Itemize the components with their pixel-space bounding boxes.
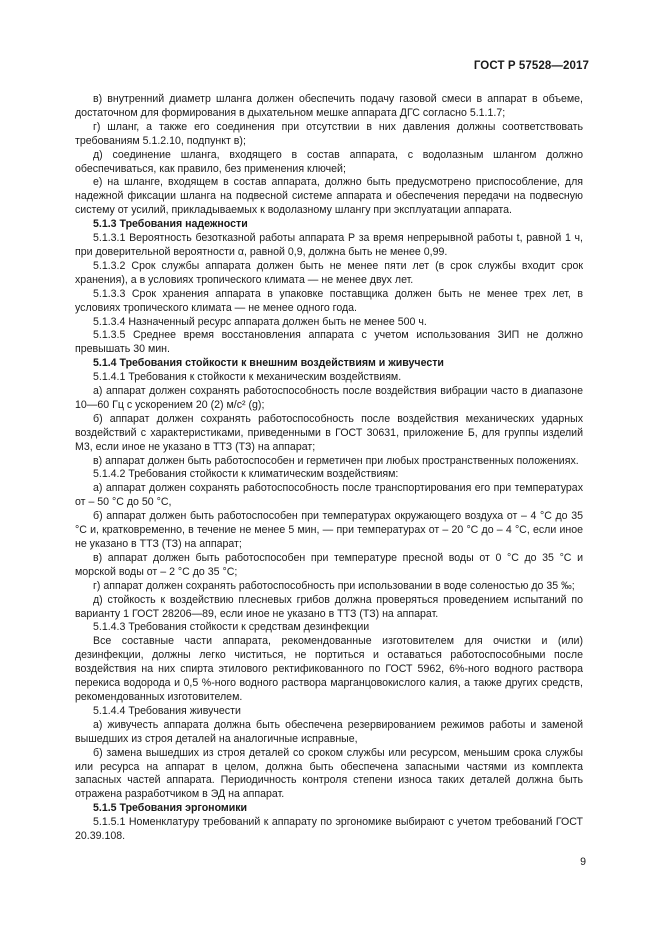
paragraph: 5.1.3.1 Вероятность безотказной работы аппарата Р за время непрерывной работы t, равной 1 ч, при доверительной вероятности α, равной 0,9, должна быть не менее 0,99.: [75, 232, 583, 258]
paragraph: б) аппарат должен быть работоспособен при температурах окружающего воздуха от – 4 °С до 35 °С и, кратковременно, в течение не менее 5 мин, — при температурах от – 20 °С до – 4 °С, если иное не указано в ТТЗ (ТЗ) на аппарат;: [75, 510, 583, 550]
paragraph: б) замена вышедших из строя деталей со сроком службы или ресурсом, меньшим срока службы или ресурса на аппарат в целом, должна быть обеспечена запасными частями из комплекта запасных частей аппарата. Периодичность контроля степени износа таких деталей должна быть отражена разработчиком в ЭД на аппарат.: [75, 746, 583, 801]
paragraph: 5.1.4.4 Требования живучести: [93, 704, 241, 717]
section-heading: 5.1.5 Требования эргономики: [93, 802, 248, 815]
paragraph: в) аппарат должен быть работоспособен и герметичен при любых пространственных положениях.: [93, 454, 579, 467]
standard-header: ГОСТ Р 57528—2017: [473, 60, 589, 72]
paragraph: в) внутренний диаметр шланга должен обеспечить подачу газовой смеси в аппарат в объеме, достаточном для формирования в дыхательном мешке аппарата ДГС согласно 5.1.1.7;: [75, 93, 583, 119]
paragraph: 5.1.3.5 Среднее время восстановления аппарата с учетом использования ЗИП не должно превышать 30 мин.: [75, 329, 583, 356]
paragraph: г) аппарат должен сохранять работоспособность при использовании в воде соленостью до 35 ‰;: [93, 579, 575, 592]
paragraph: 5.1.4.3 Требования стойкости к средствам дезинфекции: [93, 621, 370, 634]
paragraph: Все составные части аппарата, рекомендованные изготовителем для очистки и (или) дезинфекции, должны легко чиститься, не портиться и оставаться работоспособными после воздействия на них спирта этилового ректификованного по ГОСТ 5962, 6%-ного водного раствора перекиса водорода и 0,5 %-ного водного раствора марганцовокислого калия, а также других средств, рекомендованных изготовителем.: [75, 635, 583, 703]
paragraph: е) на шланге, входящем в состав аппарата, должно быть предусмотрено приспособление, для надежной фиксации шланга на подвесной системе аппарата и обеспечения передачи на подвесную систему от усилий, прикладываемых к водолазному шлангу при эксплуатации аппарата.: [75, 176, 583, 217]
paragraph: 5.1.3.3 Срок хранения аппарата в упаковке поставщика должен быть не менее трех лет, в условиях тропического климата — не менее одного года.: [75, 287, 583, 314]
paragraph: а) аппарат должен сохранять работоспособность после воздействия вибрации часто в диапазоне 10—60 Гц с ускорением 20 (2) м/с² (g);: [75, 385, 583, 411]
document-body: [75, 93, 583, 844]
paragraph: д) соединение шланга, входящего в состав аппарата, с водолазным шлангом должно обеспечиваться, как правило, без применения ключей;: [75, 148, 583, 175]
paragraph: д) стойкость к воздействию плесневых грибов должна проверяться проведением испытаний по варианту 1 ГОСТ 28206—89, если иное не указано в ТТЗ (ТЗ) на аппарат.: [75, 593, 583, 620]
paragraph: а) аппарат должен сохранять работоспособность после транспортирования его при температурах от – 50 °С до 50 °С,: [75, 482, 583, 509]
paragraph: 5.1.5.1 Номенклатуру требований к аппарату по эргономике выбирают с учетом требований ГОСТ 20.39.108.: [75, 816, 583, 843]
paragraph: 5.1.3.4 Назначенный ресурс аппарата должен быть не менее 500 ч.: [93, 315, 427, 328]
paragraph: в) аппарат должен быть работоспособен при температуре пресной воды от 0 °С до 35 °С и морской воды от – 2 °С до 35 °С;: [75, 551, 583, 578]
section-heading: 5.1.4 Требования стойкости к внешним воздействиям и живучести: [93, 357, 444, 370]
paragraph: б) аппарат должен сохранять работоспособность после воздействия механических ударных воздействий с характеристиками, приведенными в ГОСТ 30631, приложение Б, для группы изделий М3, если иное не указано в ТТЗ (ТЗ) на аппарат;: [75, 412, 583, 453]
paragraph: 5.1.3.2 Срок службы аппарата должен быть не менее пяти лет (в срок службы входит срок хранения), а в условиях тропического климата — не менее двух лет.: [75, 259, 583, 286]
paragraph: а) живучесть аппарата должна быть обеспечена резервированием режимов работы и заменой вышедших из строя деталей на аналогичные исправные,: [75, 718, 583, 745]
section-heading: 5.1.3 Требования надежности: [93, 218, 248, 231]
paragraph: 5.1.4.1 Требования к стойкости к механическим воздействиям.: [93, 371, 402, 384]
paragraph: г) шланг, а также его соединения при отсутствии в них давления должны соответствовать требованиям 5.1.2.10, подпункт в);: [75, 120, 583, 147]
page-number: 9: [580, 856, 586, 868]
paragraph: 5.1.4.2 Требования стойкости к климатическим воздействиям:: [93, 468, 399, 481]
